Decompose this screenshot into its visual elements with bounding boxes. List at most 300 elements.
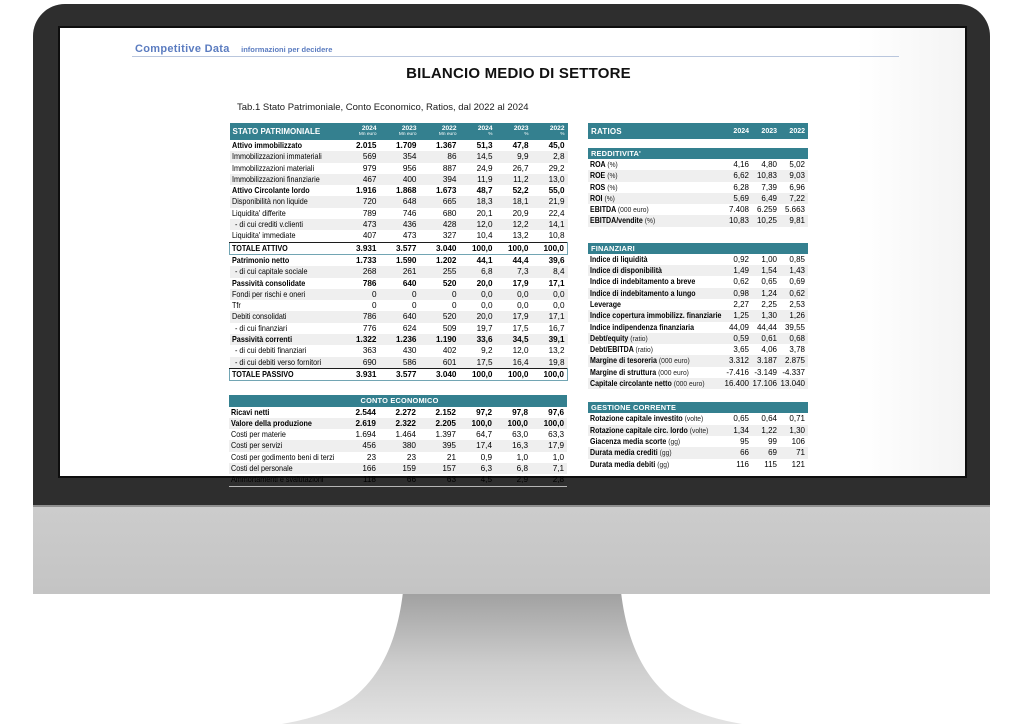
page-title: BILANCIO MEDIO DI SETTORE: [406, 65, 631, 82]
cell-value: 3.312: [728, 356, 749, 366]
table-row: [230, 311, 568, 322]
cell-value: 1,0: [516, 452, 528, 462]
cell-value: 71: [796, 448, 805, 458]
cell-value: 100,0: [532, 368, 568, 380]
table-row: [588, 193, 808, 204]
table-row: [588, 355, 808, 366]
cell-value: 100,0: [460, 242, 496, 254]
column-header: 2022: [789, 127, 805, 135]
cell-value: 115: [764, 459, 777, 469]
cell-value: 6,49: [761, 193, 777, 203]
cell-value: -3.149: [754, 367, 777, 377]
cell-value: 69: [768, 448, 777, 458]
row-label-suffix: (ratio): [630, 333, 648, 343]
ratios-header: [588, 123, 808, 139]
cell-value: 5,02: [789, 160, 805, 169]
cell-value: 18,3: [476, 197, 493, 207]
cell-value: 2.272: [395, 407, 416, 417]
table-row: [230, 219, 568, 230]
ratios-section: [588, 243, 808, 390]
cell-value: 0,71: [789, 414, 805, 424]
cell-value: 100,0: [543, 418, 565, 428]
table-row: [230, 357, 568, 369]
table-row: [588, 265, 808, 276]
cell-value: 51,3: [476, 141, 493, 150]
monitor-chin: [33, 505, 990, 594]
cell-value: 456: [362, 441, 376, 451]
table-row: [230, 163, 568, 174]
cell-value: 1,30: [789, 425, 805, 435]
cell-value: 8,4: [553, 267, 565, 277]
table-row: [588, 170, 808, 181]
table-row: [230, 174, 568, 185]
cell-value: 44,4: [512, 255, 529, 265]
cell-value: 14,1: [548, 220, 565, 230]
table-row: [588, 367, 808, 378]
cell-value: 1.397: [435, 430, 456, 440]
left-column: [229, 123, 567, 487]
cell-value: 116: [736, 459, 749, 469]
cell-value: 0,0: [481, 301, 493, 311]
row-label: Leverage: [590, 299, 621, 309]
right-column: [588, 123, 808, 487]
cell-value: 7,39: [761, 182, 777, 192]
cell-value: 720: [362, 197, 377, 207]
table-row: [229, 429, 567, 440]
row-label: Indice di indebitamento a lungo: [590, 288, 696, 298]
cell-value: 16,7: [548, 323, 565, 333]
ratios-section: [588, 402, 808, 469]
cell-value: 13.040: [780, 379, 805, 389]
row-label: Indice indipendenza finanziaria: [590, 322, 695, 332]
cell-value: 520: [442, 312, 457, 322]
cell-value: 0,0: [553, 289, 565, 299]
row-label-suffix: (000 euro): [617, 205, 649, 215]
row-label: - di cui debiti finanziari: [234, 346, 306, 356]
cell-value: 261: [402, 267, 417, 277]
cell-value: 21,9: [548, 197, 565, 207]
cell-value: 29,2: [548, 163, 565, 173]
cell-value: 17,5: [512, 323, 529, 333]
table-row: [588, 413, 808, 424]
cell-value: 17,9: [548, 441, 565, 451]
cell-value: 20,0: [476, 278, 493, 288]
cell-value: 16,4: [512, 357, 529, 367]
table-row: [229, 474, 567, 486]
cell-value: 63,0: [512, 430, 528, 440]
row-label-suffix: (%): [607, 160, 618, 169]
row-label: Giacenza media scorte: [590, 436, 667, 446]
cell-value: 0,0: [517, 289, 529, 299]
table-row: [230, 254, 568, 266]
cell-value: 0,62: [789, 288, 805, 298]
column-header: 2022 Mn euro: [420, 123, 460, 140]
cell-value: 47,8: [512, 141, 529, 150]
cell-value: 100,0: [507, 418, 528, 428]
table-row: [588, 159, 808, 170]
cell-value: 3.931: [340, 242, 380, 254]
cell-value: 1,26: [789, 311, 805, 321]
table-row: [230, 289, 568, 300]
conto-economico-table: [229, 395, 567, 486]
cell-value: 327: [442, 231, 457, 241]
cell-value: 1.190: [436, 335, 457, 345]
row-label: - di cui crediti v.clienti: [234, 220, 303, 230]
cell-value: 1,34: [733, 425, 749, 435]
cell-value: 1,00: [761, 254, 777, 264]
cell-value: 66: [740, 448, 749, 458]
report-body: [229, 123, 808, 487]
cell-value: 22,4: [548, 208, 565, 218]
cell-value: 640: [402, 278, 417, 288]
row-label: ROI: [590, 193, 603, 203]
cell-value: 0,64: [761, 414, 777, 424]
cell-value: 19,7: [476, 323, 493, 333]
cell-value: 569: [362, 152, 377, 162]
cell-value: 97,8: [512, 407, 528, 417]
cell-value: 1.733: [356, 255, 377, 265]
cell-value: 1.367: [436, 141, 457, 150]
row-label-suffix: (%): [604, 193, 615, 203]
cell-value: 2,25: [761, 299, 777, 309]
cell-value: 789: [362, 208, 377, 218]
row-label: Costi per servizi: [231, 441, 283, 451]
brand-tagline: informazioni per decidere: [241, 45, 333, 54]
cell-value: 16,3: [512, 441, 528, 451]
cell-value: 12,2: [512, 220, 529, 230]
cell-value: 1.709: [396, 141, 417, 150]
column-header: 2024: [733, 127, 749, 135]
cell-value: 2,9: [516, 475, 528, 485]
table-row: [588, 425, 808, 436]
cell-value: 586: [402, 357, 417, 367]
cell-value: 1.202: [436, 255, 457, 265]
cell-value: 16.400: [724, 379, 749, 389]
cell-value: 157: [442, 464, 456, 474]
cell-value: 2,8: [553, 152, 565, 162]
header-divider: [132, 56, 899, 57]
cell-value: 14,5: [476, 152, 493, 162]
cell-value: 1.464: [395, 430, 416, 440]
table-row: [588, 215, 808, 226]
cell-value: 887: [442, 163, 457, 173]
row-label-suffix: (000 euro): [658, 356, 690, 366]
cell-value: 6,62: [733, 171, 749, 181]
cell-value: 601: [442, 357, 457, 367]
table-row: [588, 299, 808, 310]
row-label: Rotazione capitale circ. lordo: [590, 425, 688, 435]
cell-value: 24,9: [476, 163, 493, 173]
cell-value: 640: [402, 312, 417, 322]
cell-value: 9,2: [481, 346, 493, 356]
row-label: EBITDA/vendite: [590, 216, 643, 226]
cell-value: 11,9: [477, 174, 493, 184]
cell-value: 7,1: [552, 464, 565, 474]
row-label-suffix: (000 euro): [658, 367, 689, 377]
ratios-table: [588, 254, 808, 390]
table-row: [588, 322, 808, 333]
row-label: Liquidita' immediate: [231, 231, 295, 241]
cell-value: 407: [362, 231, 377, 241]
row-label: Liquidita' differite: [231, 208, 286, 218]
row-label-suffix: (volte): [689, 425, 709, 435]
cell-value: 1,43: [789, 266, 805, 276]
section-title-bar: FINANZIARI: [588, 243, 808, 254]
cell-value: 786: [362, 312, 377, 322]
row-label: Debiti consolidati: [231, 312, 286, 322]
cell-value: 17,4: [476, 441, 492, 451]
cell-value: 39,1: [548, 335, 565, 345]
cell-value: 400: [402, 174, 417, 184]
cell-value: 9,9: [517, 152, 529, 162]
cell-value: 20,1: [476, 208, 493, 218]
row-label-suffix: (volte): [684, 414, 704, 424]
row-label: - di cui finanziari: [234, 323, 287, 333]
page-subtitle: Tab.1 Stato Patrimoniale, Conto Economico, Ratios, dal 2022 al 2024: [237, 102, 529, 113]
row-label: Attivo immobilizzato: [231, 141, 302, 150]
row-label-suffix: (%): [607, 182, 618, 192]
table-row: [230, 323, 568, 334]
cell-value: 0: [411, 289, 417, 299]
cell-value: 776: [362, 323, 377, 333]
cell-value: 6,96: [789, 182, 805, 192]
cell-value: 1.322: [356, 335, 377, 345]
table-row: [230, 196, 568, 207]
table-row: [229, 463, 567, 474]
table-row: [230, 345, 568, 356]
cell-value: 63,3: [548, 430, 565, 440]
cell-value: 520: [442, 278, 457, 288]
cell-value: 17.106: [752, 379, 777, 389]
table-row: [230, 278, 568, 289]
table-header-row: [230, 123, 568, 140]
cell-value: 48,7: [476, 186, 493, 196]
row-label: ROA: [590, 160, 606, 169]
row-label: Passività correnti: [231, 335, 292, 345]
cell-value: 13,2: [512, 231, 529, 241]
cell-value: 1.236: [396, 335, 417, 345]
row-label: Immobilizzazioni materiali: [231, 163, 314, 173]
table-row: [229, 407, 567, 418]
cell-value: 2,53: [789, 299, 805, 309]
cell-value: 1.868: [396, 186, 417, 196]
table-row: [588, 288, 808, 299]
cell-value: 0,9: [480, 452, 492, 462]
cell-value: 17,9: [512, 278, 529, 288]
cell-value: 0: [451, 301, 457, 311]
cell-value: 624: [402, 323, 417, 333]
cell-value: -7.416: [726, 367, 749, 377]
row-label: Indice di indebitamento a breve: [590, 277, 696, 287]
cell-value: 2.322: [395, 418, 416, 428]
cell-value: 2,27: [733, 299, 749, 309]
cell-value: 23: [366, 452, 376, 462]
cell-value: 10,8: [548, 231, 565, 241]
cell-value: 2.619: [355, 418, 376, 428]
cell-value: 10,83: [728, 216, 749, 226]
cell-value: 0: [451, 289, 457, 299]
cell-value: 255: [442, 267, 457, 277]
cell-value: 363: [362, 346, 377, 356]
row-label-suffix: (gg): [659, 448, 672, 458]
table-row: [230, 230, 568, 242]
cell-value: 4,5: [480, 475, 492, 485]
table-title: STATO PATRIMONIALE: [230, 123, 340, 140]
cell-value: 1,24: [761, 288, 777, 298]
cell-value: 6,3: [480, 464, 492, 474]
cell-value: 0,68: [789, 333, 805, 343]
section-title-bar: REDDITIVITA': [588, 148, 808, 159]
cell-value: 0: [371, 289, 377, 299]
table-row: [588, 436, 808, 447]
ratios-sections: [588, 148, 808, 470]
table-row: [230, 208, 568, 219]
row-label: ROS: [590, 182, 606, 192]
table-row: [588, 276, 808, 287]
cell-value: 17,1: [548, 278, 565, 288]
cell-value: 0,85: [789, 254, 805, 264]
cell-value: 44,44: [756, 322, 777, 332]
cell-value: 1.590: [396, 255, 417, 265]
brand-header: [135, 39, 332, 57]
cell-value: 17,1: [548, 312, 565, 322]
cell-value: 86: [447, 152, 457, 162]
cell-value: 13,2: [548, 346, 565, 356]
cell-value: 100,0: [532, 242, 568, 254]
cell-value: 66: [406, 475, 416, 485]
section-title-bar: GESTIONE CORRENTE: [588, 402, 808, 413]
cell-value: 395: [442, 441, 456, 451]
row-label: Margine di tesoreria: [590, 356, 657, 366]
cell-value: 2.544: [355, 407, 376, 417]
table-row: [229, 452, 567, 463]
cell-value: 7,22: [789, 193, 805, 203]
cell-value: 100,0: [496, 242, 532, 254]
column-header: 2024 %: [460, 123, 496, 140]
cell-value: 428: [442, 220, 457, 230]
column-header: 2022 %: [532, 123, 568, 140]
row-label: Margine di struttura: [590, 367, 657, 377]
table-row: [588, 378, 808, 389]
cell-value: 39,55: [784, 322, 805, 332]
row-label: Passività consolidate: [231, 278, 305, 288]
row-label: Ammortamenti e svalutazioni: [231, 475, 324, 485]
cell-value: 1.673: [436, 186, 457, 196]
cell-value: 18,1: [512, 197, 529, 207]
row-label: Indice di liquidità: [590, 254, 648, 264]
cell-value: 956: [402, 163, 417, 173]
cell-value: 34,5: [512, 335, 529, 345]
row-label-suffix: (ratio): [635, 345, 653, 355]
table-row: [229, 418, 567, 429]
table-row: [230, 334, 568, 345]
cell-value: 100,0: [496, 368, 532, 380]
table-row: [230, 140, 568, 151]
cell-value: 33,6: [476, 335, 493, 345]
cell-value: 436: [402, 220, 417, 230]
brand-logo: Competitive Data: [135, 43, 230, 55]
cell-value: 0,0: [517, 301, 529, 311]
cell-value: 0,65: [733, 414, 749, 424]
column-header: 2024 Mn euro: [340, 123, 380, 140]
row-label: Immobilizzazioni finanziarie: [231, 174, 320, 184]
table-header-row: [229, 395, 567, 406]
cell-value: 2.152: [435, 407, 456, 417]
cell-value: 0,59: [733, 333, 749, 343]
table-title: CONTO ECONOMICO: [229, 395, 567, 406]
table-row: [230, 151, 568, 162]
table-row: [230, 266, 568, 277]
row-label: TOTALE ATTIVO: [232, 243, 288, 253]
cell-value: 52,2: [512, 186, 529, 196]
ratios-section: [588, 148, 808, 227]
cell-value: 0,92: [733, 254, 749, 264]
row-label: Durata media debiti: [590, 459, 656, 469]
ratios-table: [588, 413, 808, 469]
stand-neck: [282, 592, 742, 724]
cell-value: 3,65: [733, 345, 749, 355]
cell-value: 0,0: [481, 289, 493, 299]
table-row: [588, 459, 808, 470]
row-label: Costi per godimento beni di terzi: [231, 452, 335, 462]
cell-value: 5,69: [733, 193, 749, 203]
table-row: [230, 368, 568, 380]
row-label-suffix: (gg): [668, 436, 681, 446]
cell-value: 1,49: [733, 266, 749, 276]
ratios-table: [588, 159, 808, 227]
column-header: 2023 Mn euro: [380, 123, 420, 140]
cell-value: 10,83: [756, 171, 777, 181]
cell-value: 354: [402, 152, 417, 162]
row-label: EBITDA: [590, 205, 616, 215]
cell-value: 0,62: [733, 277, 749, 287]
cell-value: 9,03: [789, 171, 805, 181]
cell-value: 45,0: [548, 141, 565, 150]
cell-value: 786: [362, 278, 377, 288]
cell-value: 1,25: [733, 311, 749, 321]
cell-value: 0,65: [761, 277, 777, 287]
row-label: Tfr: [231, 301, 241, 311]
cell-value: 44,1: [476, 255, 493, 265]
row-label: ROE: [590, 171, 606, 181]
cell-value: 0: [411, 301, 417, 311]
cell-value: 467: [362, 174, 377, 184]
column-header: 2023 %: [496, 123, 532, 140]
cell-value: 64,7: [476, 430, 492, 440]
row-label: Indice di disponibilità: [590, 266, 662, 276]
cell-value: 5.663: [784, 205, 805, 215]
cell-value: 0,69: [789, 277, 805, 287]
cell-value: 4,80: [761, 160, 777, 169]
cell-value: 268: [362, 267, 377, 277]
cell-value: 20,9: [512, 208, 529, 218]
cell-value: 3.040: [420, 368, 460, 380]
cell-value: 7.408: [728, 205, 749, 215]
cell-value: 473: [402, 231, 417, 241]
cell-value: 95: [740, 436, 749, 446]
row-label-suffix: (gg): [657, 459, 670, 469]
cell-value: 680: [442, 208, 457, 218]
row-label: Immobilizzazioni immateriali: [231, 152, 322, 162]
cell-value: 26,7: [512, 163, 529, 173]
cell-value: 21: [446, 452, 456, 462]
cell-value: 6.259: [756, 205, 777, 215]
table-row: [588, 254, 808, 265]
cell-value: 1.916: [356, 186, 377, 196]
row-label: Fondi per rischi e oneri: [231, 289, 305, 299]
row-label: Durata media crediti: [590, 448, 658, 458]
cell-value: 9,81: [789, 216, 805, 226]
